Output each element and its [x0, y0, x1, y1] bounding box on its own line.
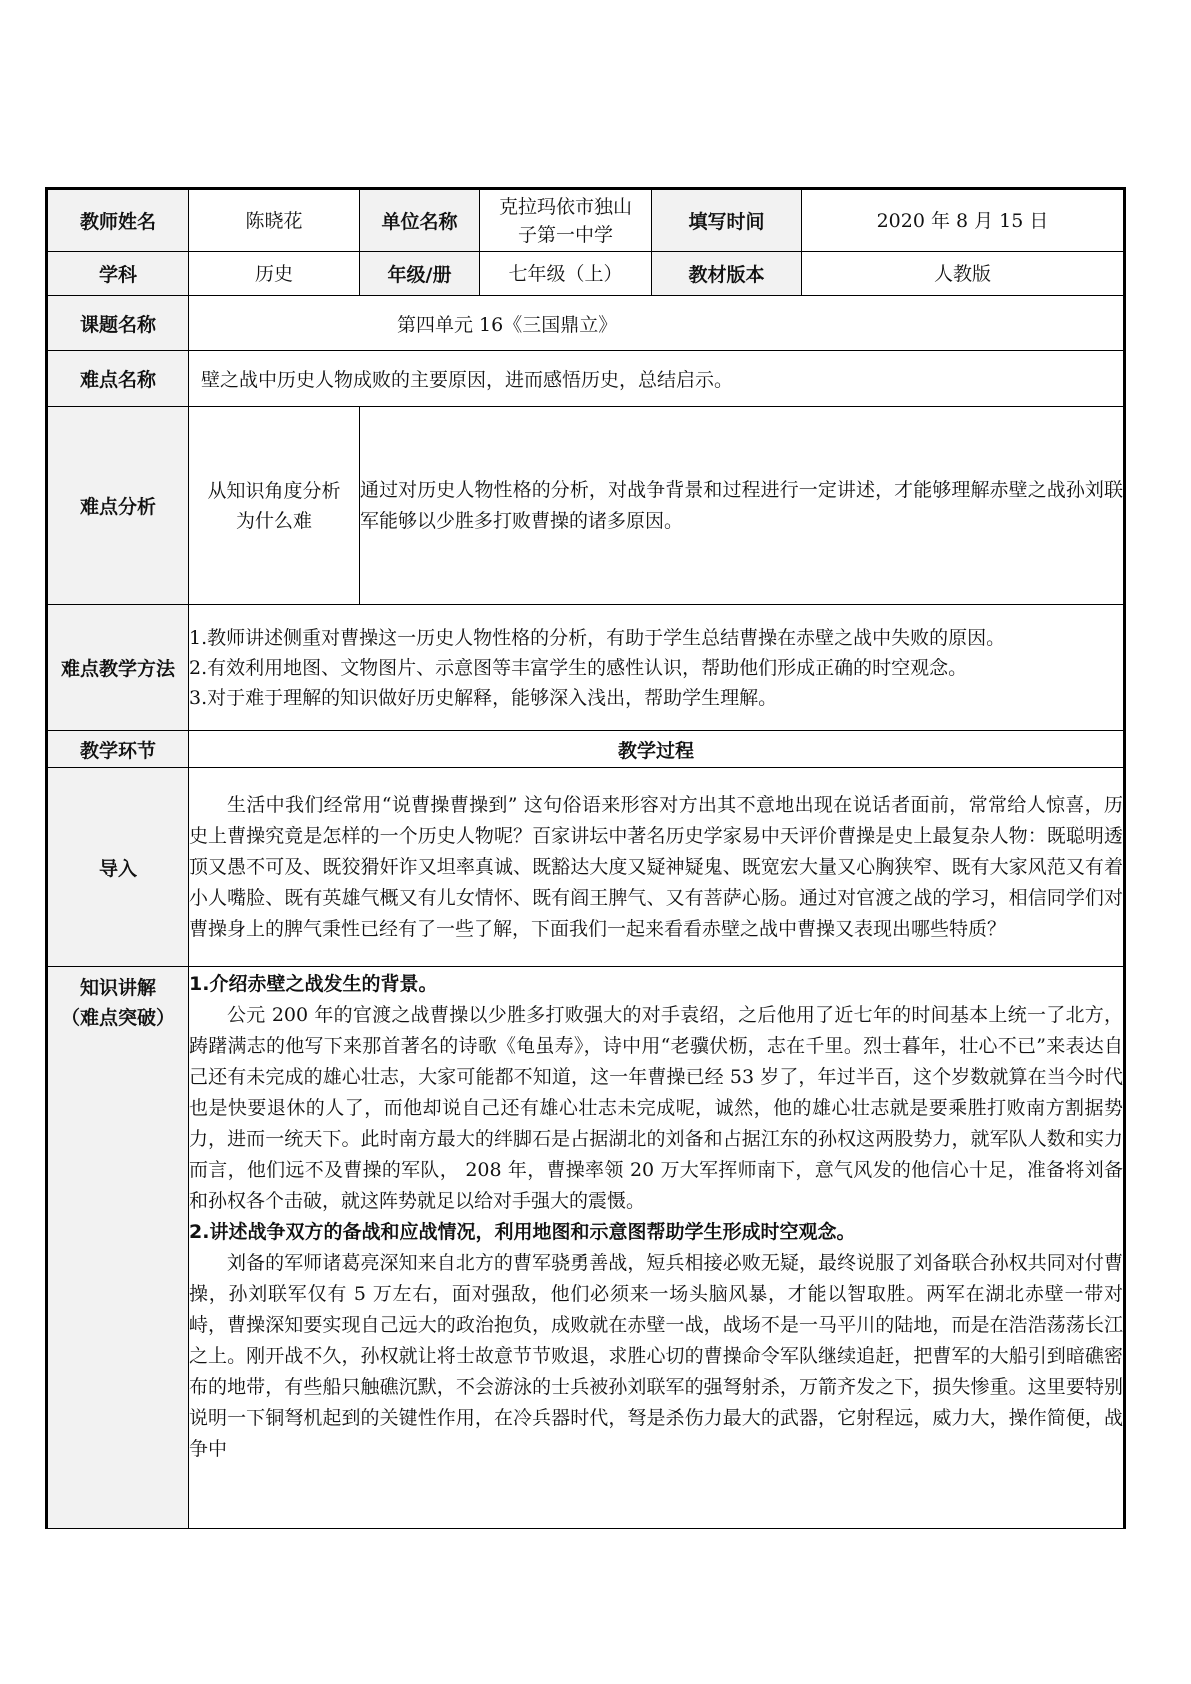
lesson-plan-table [45, 187, 1126, 1529]
unit-name-label: 单位名称 [360, 189, 480, 252]
edition-label: 教材版本 [652, 252, 802, 296]
knowledge-label-line2: （难点突破） [60, 1007, 175, 1029]
fill-date-value: 2020 年 8 月 15 日 [802, 189, 1125, 252]
edition-value: 人教版 [802, 252, 1125, 296]
method-label: 难点教学方法 [47, 605, 189, 731]
difficulty-row [47, 351, 1125, 407]
section-paragraph: 公元 200 年的官渡之战曹操以少胜多打败强大的对手袁绍，之后他用了近七年的时间基本上统一了北方，踌躇满志的他写下来那首著名的诗歌《龟虽寿》，诗中用“老骥伏枥，志在千里。烈士暮年，壮心不已”来表达自己还有未完成的雄心壮志，大家可能都不知道，这一年曹操已经 53 岁了，年过半百，这个岁数就算在当今时代也是快要退休的人了，而他却说自己还有雄心壮志未完成呢，诚然，他的雄心壮志就是要乘胜打败南方割据势力，进而一统天下。此时南方最大的绊脚石是占据湖北的刘备和占据江东的孙权这两股势力，就军队人数和实力而言，他们远不及曹操的军队， 208 年，曹操率领 20 万大军挥师南下，意气风发的他信心十足，准备将刘备和孙权各个击破，就这阵势就足以给对手强大的震慑。 [189, 1004, 1123, 1212]
knowledge-row [47, 967, 1125, 1529]
topic-label: 课题名称 [47, 296, 189, 351]
teacher-name-value: 陈晓花 [189, 189, 360, 252]
grade-value: 七年级（上） [480, 252, 652, 296]
method-item: 1.教师讲述侧重对曹操这一历史人物性格的分析，有助于学生总结曹操在赤壁之战中失败的原因。 [189, 626, 1006, 649]
knowledge-label [47, 967, 189, 1529]
difficulty-label: 难点名称 [47, 351, 189, 407]
section-heading: 1.介绍赤壁之战发生的背景。 [189, 973, 438, 995]
knowledge-label-line1: 知识讲解 [79, 977, 156, 999]
analysis-value: 通过对历史人物性格的分析，对战争背景和过程进行一定讲述，才能够理解赤壁之战孙刘联军能够以少胜多打败曹操的诸多原因。 [360, 407, 1125, 605]
header-row [47, 189, 1125, 252]
process-label: 教学过程 [189, 731, 1125, 768]
subject-label: 学科 [47, 252, 189, 296]
process-step-label: 教学环节 [47, 731, 189, 768]
method-list [189, 605, 1125, 731]
analysis-row [47, 407, 1125, 605]
topic-row [47, 296, 1125, 351]
subject-value: 历史 [189, 252, 360, 296]
grade-label: 年级/册 [360, 252, 480, 296]
difficulty-value: 壁之战中历史人物成败的主要原因，进而感悟历史，总结启示。 [189, 351, 1125, 407]
section-paragraph: 刘备的军师诸葛亮深知来自北方的曹军骁勇善战，短兵相接必败无疑，最终说服了刘备联合孙权共同对付曹操，孙刘联军仅有 5 万左右，面对强敌，他们必须来一场头脑风暴，才能以智取胜。两军在湖北赤壁一带对峙，曹操深知要实现自己远大的政治抱负，成败就在赤壁一战，战场不是一马平川的陆地，而是在浩浩荡荡长江之上。刚开战不久，孙权就让将士故意节节败退，求胜心切的曹操命令军队继续追赶，把曹军的大船引到暗礁密布的地带，有些船只触礁沉默，不会游泳的士兵被孙刘联军的强弩射杀，万箭齐发之下，损失惨重。这里要特别说明一下铜弩机起到的关键性作用，在冷兵器时代，弩是杀伤力最大的武器，它射程远，威力大，操作简便，战争中 [189, 1252, 1123, 1460]
method-row [47, 605, 1125, 731]
method-item: 2.有效利用地图、文物图片、示意图等丰富学生的感性认识，帮助他们形成正确的时空观念。 [189, 656, 968, 679]
unit-name-value: 克拉玛依市独山子第一中学 [480, 189, 652, 252]
knowledge-content [189, 967, 1125, 1529]
intro-row [47, 768, 1125, 967]
method-item: 3.对于难于理解的知识做好历史解释，能够深入浅出，帮助学生理解。 [189, 686, 778, 709]
teacher-name-label: 教师姓名 [47, 189, 189, 252]
fill-date-label: 填写时间 [652, 189, 802, 252]
intro-text: 生活中我们经常用“说曹操曹操到” 这句俗语来形容对方出其不意地出现在说话者面前，常常给人惊喜，历史上曹操究竟是怎样的一个历史人物呢？百家讲坛中著名历史学家易中天评价曹操是史上最复杂人物：既聪明透顶又愚不可及、既狡猾奸诈又坦率真诚、既豁达大度又疑神疑鬼、既宽宏大量又心胸狭窄、既有大家风范又有着小人嘴脸、既有英雄气概又有儿女情怀、既有阎王脾气、又有菩萨心肠。通过对官渡之战的学习，相信同学们对曹操身上的脾气秉性已经有了一些了解，下面我们一起来看看赤壁之战中曹操又表现出哪些特质？ [189, 768, 1125, 967]
topic-value: 第四单元 16《三国鼎立》 [189, 296, 1125, 351]
intro-label: 导入 [47, 768, 189, 967]
subject-row [47, 252, 1125, 296]
analysis-label: 难点分析 [47, 407, 189, 605]
analysis-sub-label: 从知识角度分析为什么难 [189, 407, 360, 605]
section-heading: 2.讲述战争双方的备战和应战情况，利用地图和示意图帮助学生形成时空观念。 [189, 1221, 856, 1243]
process-header-row [47, 731, 1125, 768]
